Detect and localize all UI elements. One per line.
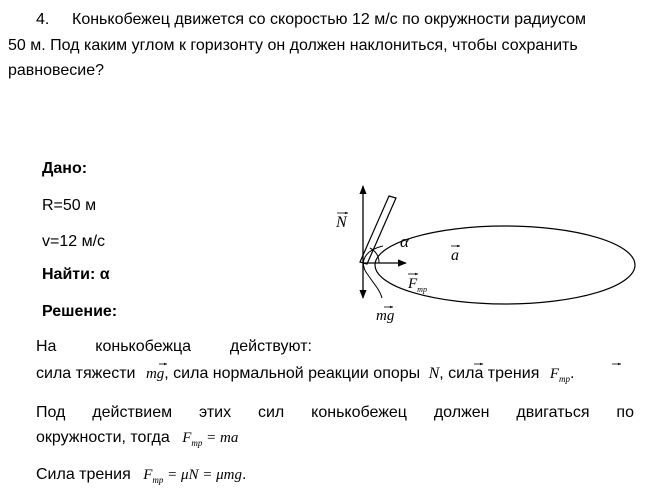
solution-line-1: На конькобежца действуют: — [36, 338, 312, 355]
given-radius: R=50 м — [42, 197, 97, 214]
solution-line-5: Сила трения $F_{тр} = \mu N = \mu mg$. — [36, 466, 247, 485]
solution-line-2: сила тяжести mg, сила нормальной реакции опоры N, сила трения $F_{тр}$. — [36, 365, 575, 384]
solution-line-4: окружности, тогда $F_{тр}$ = ma — [36, 429, 239, 448]
problem-text-line-1: Конькобежец движется со скоростью 12 м/с по окружности радиусом — [72, 11, 587, 28]
normal-symbol: N — [428, 365, 440, 382]
problem-text-line-2: 50 м. Под каким углом к горизонту он должен наклониться, чтобы сохранить — [8, 37, 578, 54]
friction-equation-2: $F_{тр} = \mu N = \mu mg$ — [143, 467, 242, 485]
friction-symbol: $F_{тр}$ — [549, 366, 570, 384]
friction-label: $F_{тр}$ — [408, 276, 427, 294]
problem-text-line-3: равновесие? — [8, 62, 104, 79]
solution-title: Решение: — [42, 303, 118, 320]
angle-label: α — [400, 232, 409, 251]
given-velocity: v=12 м/с — [42, 233, 106, 250]
normal-label: N — [336, 214, 347, 231]
solution-line-3: Под действием этих сил конькобежец должен двигаться по — [36, 404, 634, 421]
gravity-symbol: mg — [145, 366, 165, 382]
given-title: Дано: — [42, 160, 88, 177]
accel-label: a — [451, 247, 459, 264]
friction-equation-1: $F_{тр}$ = ma — [182, 430, 239, 448]
gravity-label: mg — [376, 308, 395, 324]
find-label: Найти: α — [42, 266, 110, 283]
problem-number: 4. — [36, 11, 50, 28]
